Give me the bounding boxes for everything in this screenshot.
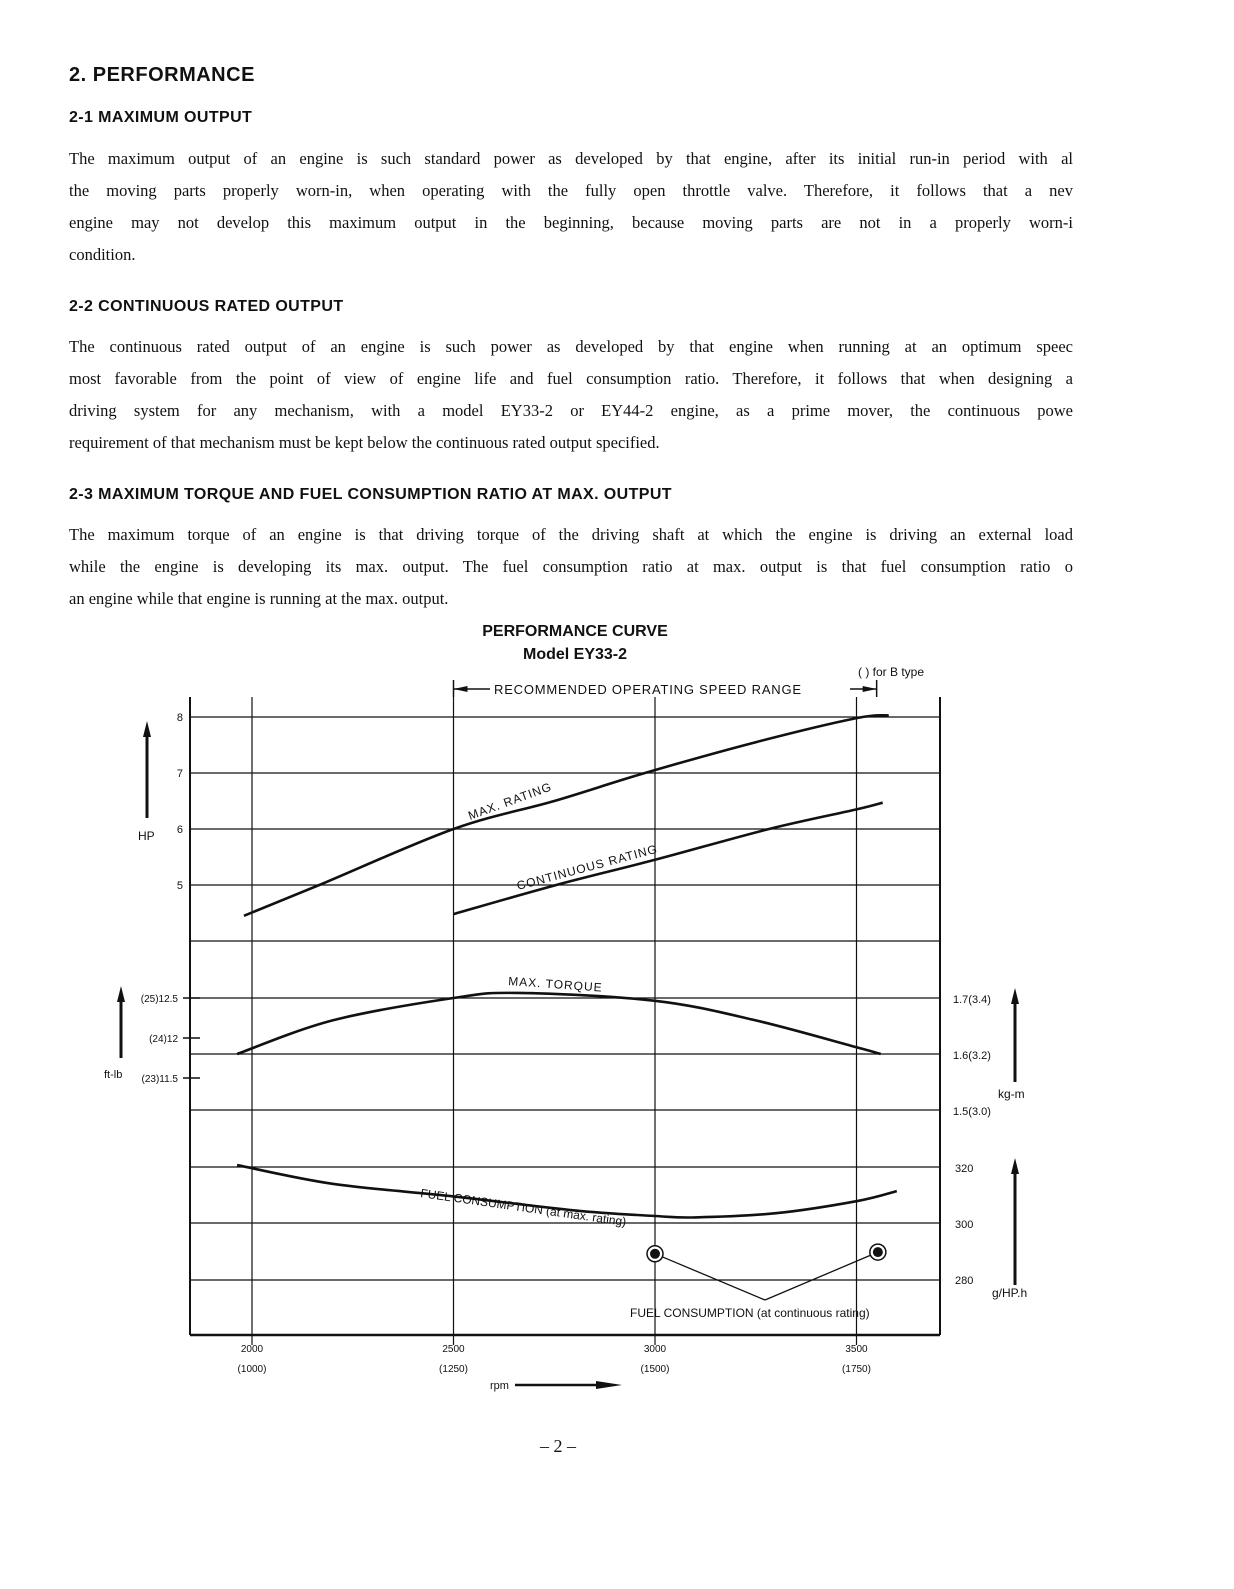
kgm-arrow-icon — [1011, 988, 1019, 1004]
ftlb-axis-label: ft-lb — [104, 1069, 123, 1081]
text-line: engine may not develop this maximum output in the beginning, because moving parts are not in a properly worn-i — [69, 213, 1073, 232]
axis-labels — [141, 712, 991, 1375]
range-arrow-left — [454, 686, 468, 692]
hp-arrow-icon — [143, 721, 151, 737]
fuel-point-leader — [765, 1252, 878, 1300]
chart-subtitle: Model EY33-2 — [522, 646, 628, 663]
fuel-point — [873, 1247, 883, 1257]
fuel-arrow-icon — [1011, 1158, 1019, 1174]
chart-grid — [117, 680, 1019, 1389]
text-line: requirement of that mechanism must be kept below the continuous rated output specified. — [69, 433, 660, 452]
curve-continuous-rating — [454, 803, 883, 914]
x-tick-sublabel: (1250) — [439, 1364, 468, 1375]
x-tick-label: 3500 — [845, 1344, 868, 1355]
x-tick-sublabel: (1500) — [640, 1364, 670, 1375]
hp-tick-label: 8 — [176, 712, 183, 724]
hp-tick-label: 6 — [176, 824, 183, 836]
fuel-point — [650, 1249, 660, 1259]
label-continuous-rating: CONTINUOUS RATING — [515, 841, 660, 893]
heading-maximum-output: 2-1 MAXIMUM OUTPUT — [69, 109, 253, 126]
label-fuel-max: FUEL CONSUMPTION (at max. rating) — [419, 1186, 628, 1229]
text-line: the moving parts properly worn-in, when operating with the fully open throttle valve. Therefore, it follows that a nev — [69, 181, 1073, 200]
ftlb-tick-label: (23)11.5 — [141, 1074, 178, 1085]
hp-axis-label: HP — [138, 829, 155, 843]
text-line: The maximum output of an engine is such standard power as developed by that engine, after its initial run-in period with al — [69, 149, 1073, 168]
range-annotation: RECOMMENDED OPERATING SPEED RANGE — [494, 682, 802, 697]
heading-continuous-rated-output: 2-2 CONTINUOUS RATED OUTPUT — [69, 298, 344, 315]
page-number: – 2 – — [540, 1436, 576, 1456]
x-axis-label: rpm — [490, 1380, 509, 1392]
text-line: The continuous rated output of an engine is such power as developed by that engine when running at an optimum speec — [69, 337, 1073, 356]
x-tick-sublabel: (1000) — [237, 1364, 267, 1375]
curve-max-torque — [237, 993, 881, 1054]
kgm-tick-label: 1.6(3.2) — [953, 1050, 991, 1062]
fuel-tick-label: 280 — [955, 1275, 974, 1287]
kgm-tick-label: 1.7(3.4) — [953, 994, 991, 1006]
x-tick-label: 2500 — [442, 1344, 465, 1355]
x-tick-label: 2000 — [240, 1344, 264, 1355]
heading-max-torque: 2-3 MAXIMUM TORQUE AND FUEL CONSUMPTION RATIO AT MAX. OUTPUT — [69, 486, 672, 503]
fuel-tick-label: 320 — [955, 1163, 974, 1175]
fuel-axis-label: g/HP.h — [992, 1286, 1028, 1300]
text-line: while the engine is developing its max. output. The fuel consumption ratio at max. output is that fuel consumption ratio o — [69, 557, 1073, 576]
ftlb-tick-label: (25)12.5 — [140, 994, 178, 1005]
range-arrow-right — [863, 686, 877, 692]
text-line: The maximum torque of an engine is that driving torque of the driving shaft at which the engine is driving an external load — [69, 525, 1073, 544]
label-max-torque: MAX. TORQUE — [507, 974, 604, 995]
ftlb-tick-label: (24)12 — [149, 1034, 178, 1045]
x-tick-sublabel: (1750) — [842, 1364, 871, 1375]
label-fuel-continuous: FUEL CONSUMPTION (at continuous rating) — [630, 1306, 870, 1320]
ftlb-arrow-icon — [117, 986, 125, 1002]
kgm-tick-label: 1.5(3.0) — [953, 1106, 991, 1118]
hp-tick-label: 7 — [176, 768, 183, 780]
label-max-rating: MAX. RATING — [466, 779, 554, 823]
kgm-axis-label: kg-m — [998, 1087, 1025, 1101]
fuel-tick-label: 300 — [955, 1219, 974, 1231]
text-line: an engine while that engine is running at the max. output. — [69, 589, 449, 608]
b-type-note: ( ) for B type — [858, 665, 925, 679]
hp-tick-label: 5 — [176, 880, 183, 892]
text-line: driving system for any mechanism, with a model EY33-2 or EY44-2 engine, as a prime mover, the continuous powe — [69, 401, 1073, 420]
section-title: 2. PERFORMANCE — [69, 64, 255, 86]
text-line: condition. — [69, 245, 136, 264]
fuel-point-leader — [655, 1254, 765, 1300]
curve-max-rating — [244, 715, 889, 916]
text-line: most favorable from the point of view of engine life and fuel consumption ratio. Therefore, it follows that when designing a — [69, 369, 1073, 388]
chart-title: PERFORMANCE CURVE — [482, 623, 668, 640]
rpm-arrow-icon — [596, 1381, 622, 1389]
x-tick-label: 3000 — [643, 1344, 667, 1355]
